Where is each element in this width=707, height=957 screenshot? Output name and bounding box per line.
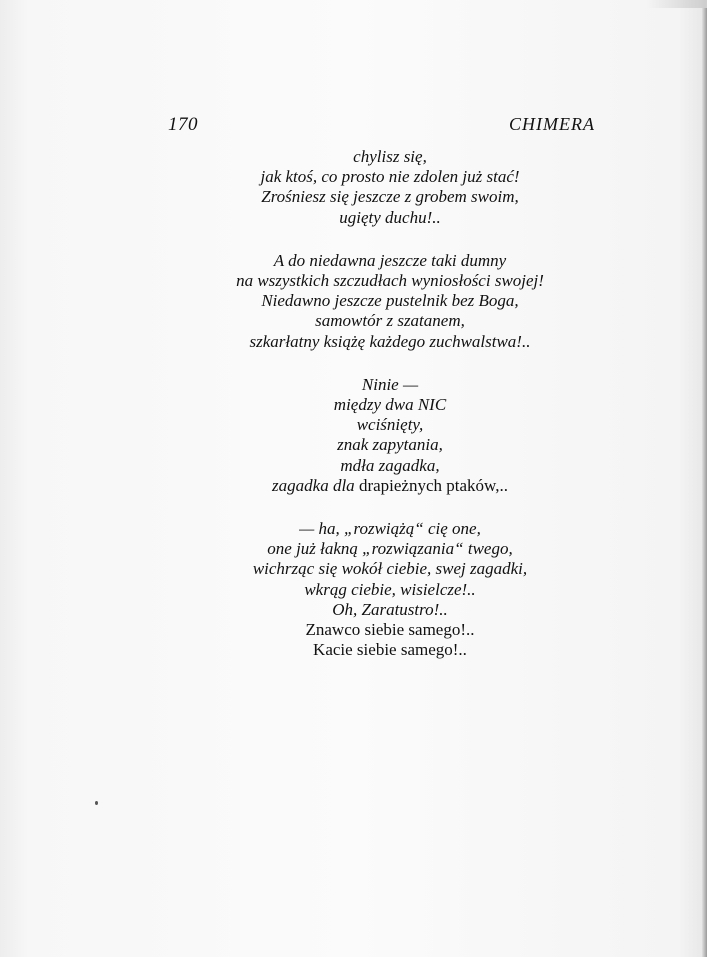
poem-line: Zrośniesz się jeszcze z grobem swoim, [261, 187, 519, 207]
poem-line: wkrąg ciebie, wisielcze!.. [304, 579, 476, 599]
poem-line-italic-part: zagadka dla [272, 475, 355, 495]
stanza-1 [130, 147, 650, 228]
poem-line: Kacie siebie samego!.. [313, 640, 467, 660]
poem-line: ugięty duchu!.. [339, 207, 441, 227]
poem-line: A do niedawna jeszcze taki dumny [273, 250, 507, 270]
poem-line: Ninie — [361, 374, 419, 394]
poem [130, 147, 650, 683]
poem-line: między dwa NIC [333, 395, 447, 415]
poem-line: Niedawno jeszcze pustelnik bez Boga, [261, 291, 519, 311]
stanza-2 [130, 251, 650, 352]
poem-line: one już łakną „rozwiązania“ twego, [267, 539, 513, 559]
ink-speck [95, 801, 98, 805]
poem-line-roman-part: drapieżnych ptaków,.. [354, 475, 508, 495]
poem-line: — ha, „rozwiążą“ cię one, [299, 519, 481, 539]
stanza-3 [130, 375, 650, 496]
page-corner-shadow [647, 0, 707, 8]
poem-line: na wszystkich szczudłach wyniosłości swojej! [236, 271, 544, 291]
poem-line: chylisz się, [353, 147, 427, 166]
stanza-4 [130, 519, 650, 660]
poem-line: Oh, Zaratustro!.. [332, 599, 448, 619]
poem-line: mdła zagadka, [340, 455, 440, 475]
poem-line-mixed [130, 476, 650, 496]
poem-line: jak ktoś, co prosto nie zdolen już stać! [260, 167, 520, 187]
running-head: CHIMERA [509, 114, 595, 134]
poem-line: wichrząc się wokół ciebie, swej zagadki, [252, 559, 528, 579]
poem-line: samowtór z szatanem, [315, 311, 465, 331]
poem-line: znak zapytania, [337, 435, 443, 455]
poem-line: szkarłatny książę każdego zuchwalstwa!.. [249, 331, 531, 351]
page-number: 170 [168, 114, 198, 135]
poem-line: Znawco siebie samego!.. [305, 620, 475, 640]
page-edge [701, 0, 707, 957]
poem-line: wciśnięty, [356, 415, 424, 435]
